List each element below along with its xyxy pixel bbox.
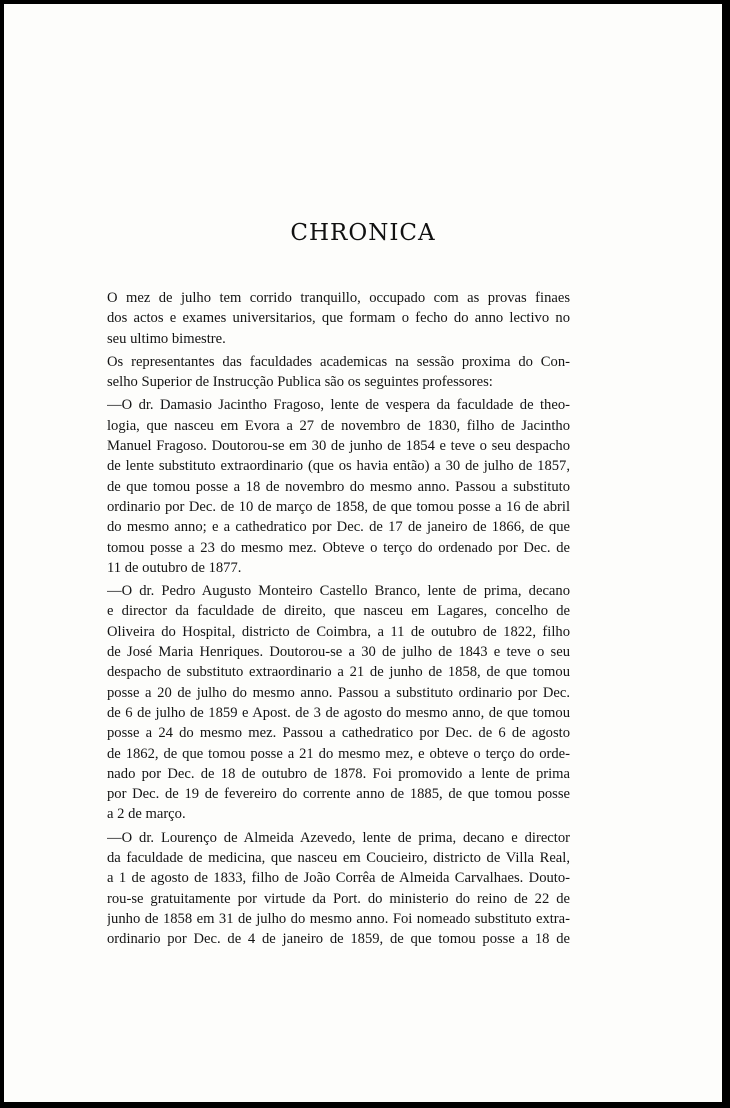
text-line: —O dr. Pedro Augusto Monteiro Castello Branco, lente de prima, decano: [107, 583, 570, 600]
document-page: [4, 4, 722, 1102]
text-line: da faculdade de medicina, que nasceu em Coucieiro, districto de Villa Real,: [107, 850, 570, 867]
text-line: a 2 de março.: [107, 806, 186, 823]
text-line: ordinario por Dec. de 10 de março de 1858, de que tomou posse a 16 de abril: [107, 498, 570, 515]
text-line: O mez de julho tem corrido tranquillo, occupado com as provas finaes: [107, 290, 570, 306]
text-line: de José Maria Henriques. Doutorou-se a 30 de julho de 1843 e teve o seu: [107, 644, 570, 661]
text-line: de lente substituto extraordinario (que os havia então) a 30 de julho de 1857,: [107, 458, 570, 475]
text-line: tomou posse a 23 do mesmo mez. Obteve o terço do ordenado por Dec. de: [107, 539, 570, 556]
text-line: posse a 20 de julho do mesmo anno. Passou a substituto ordinario por Dec.: [107, 684, 570, 701]
paragraph: [107, 395, 570, 578]
text-line: junho de 1858 em 31 de julho do mesmo anno. Foi nomeado substituto extra-: [107, 910, 570, 927]
text-line: por Dec. de 19 de fevereiro do corrente anno de 1885, de que tomou posse: [107, 786, 570, 803]
text-line: ordinario por Dec. de 4 de janeiro de 1859, de que tomou posse a 18 de: [107, 931, 570, 948]
text-line: dos actos e exames universitarios, que formam o fecho do anno lectivo no: [107, 310, 570, 327]
paragraph: [107, 828, 570, 950]
text-line: de 6 de julho de 1859 e Apost. de 3 de agosto do mesmo anno, de que tomou: [107, 704, 570, 721]
article-body: [107, 288, 570, 953]
paragraph: [107, 352, 570, 393]
text-line: a 1 de agosto de 1833, filho de João Corrêa de Almeida Carvalhaes. Douto-: [107, 870, 570, 887]
text-line: nado por Dec. de 18 de outubro de 1878. Foi promovido a lente de prima: [107, 765, 570, 782]
text-line: Manuel Fragoso. Doutorou-se em 30 de junho de 1854 e teve o seu despacho: [107, 438, 570, 455]
text-line: Oliveira do Hospital, districto de Coimbra, a 11 de outubro de 1822, filho: [107, 623, 570, 640]
text-line: logia, que nasceu em Evora a 27 de novembro de 1830, filho de Jacintho: [107, 417, 570, 434]
text-line: —O dr. Lourenço de Almeida Azevedo, lente de prima, decano e director: [107, 829, 570, 846]
text-line: posse a 24 do mesmo mez. Passou a cathedratico por Dec. de 6 de agosto: [107, 725, 570, 742]
text-line: 11 de outubro de 1877.: [107, 559, 242, 576]
text-line: seu ultimo bimestre.: [107, 330, 226, 347]
text-line: despacho de substituto extraordinario a 21 de junho de 1858, de que tomou: [107, 664, 570, 681]
text-line: rou-se gratuitamente por virtude da Port. do ministerio do reino de 22 de: [107, 890, 570, 907]
text-line: selho Superior de Instrucção Publica são os seguintes professores:: [107, 374, 493, 391]
text-line: de 1862, de que tomou posse a 21 do mesmo mez, e obteve o terço do orde-: [107, 745, 570, 762]
paragraph: [107, 581, 570, 825]
text-line: Os representantes das faculdades academicas na sessão proxima do Con-: [107, 353, 570, 370]
page-title: CHRONICA: [290, 220, 436, 246]
text-line: de que tomou posse a 18 de novembro do mesmo anno. Passou a substituto: [107, 478, 570, 495]
text-line: e director da faculdade de direito, que nasceu em Lagares, concelho de: [107, 603, 570, 620]
text-line: do mesmo anno; e a cathedratico por Dec. de 17 de janeiro de 1866, de que: [107, 519, 570, 536]
paragraph: [107, 288, 570, 349]
text-line: —O dr. Damasio Jacintho Fragoso, lente de vespera da faculdade de theo-: [107, 397, 570, 414]
